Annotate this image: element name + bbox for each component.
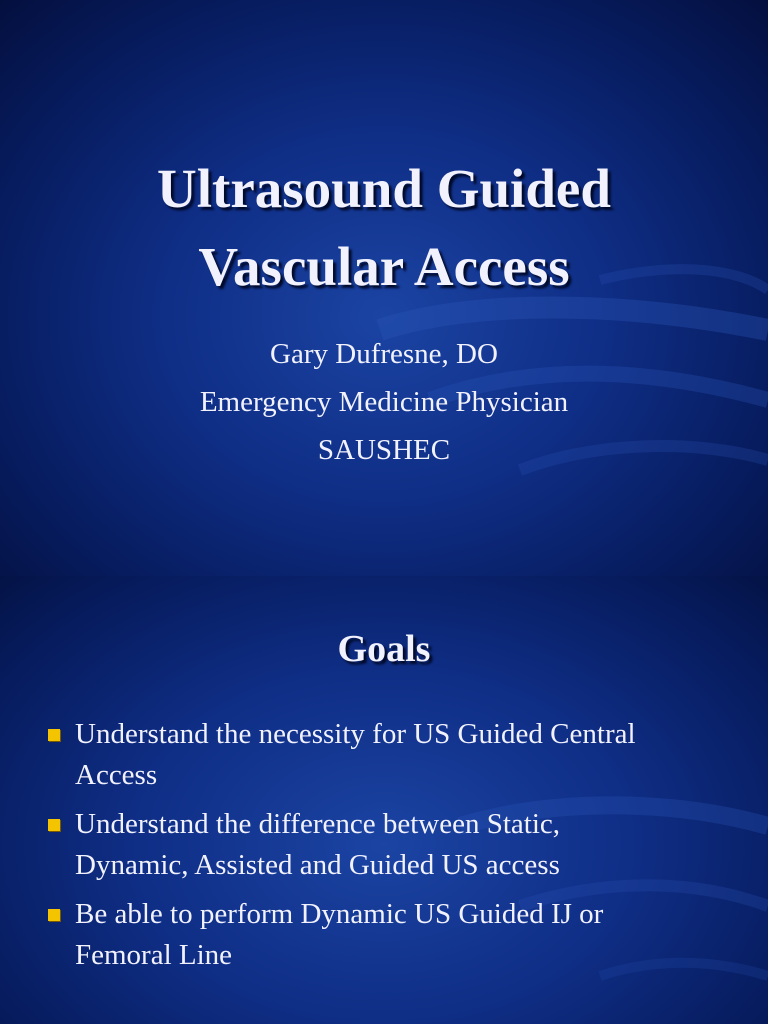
slide-title	[0, 150, 768, 306]
square-bullet-icon	[48, 729, 60, 741]
list-item	[44, 804, 734, 886]
slide-subtitle	[0, 330, 768, 474]
title-line-1: Ultrasound Guided	[157, 158, 611, 219]
title-line-2: Vascular Access	[198, 236, 570, 297]
square-bullet-icon	[48, 909, 60, 921]
goals-heading: Goals	[337, 628, 431, 670]
bullet-text-line: Access	[75, 759, 158, 791]
list-item	[44, 894, 734, 976]
bullet-text-line: Dynamic, Assisted and Guided US access	[75, 849, 560, 881]
author-name: Gary Dufresne, DO	[270, 338, 498, 370]
organization-name: SAUSHEC	[317, 434, 451, 466]
list-item	[44, 714, 734, 796]
bullet-text-line: Femoral Line	[75, 939, 233, 971]
square-bullet-icon	[48, 819, 60, 831]
bullet-text-line: Understand the necessity for US Guided Central	[75, 718, 636, 750]
goals-list	[44, 714, 734, 984]
bullet-text-line: Be able to perform Dynamic US Guided IJ or	[75, 898, 604, 930]
author-role: Emergency Medicine Physician	[199, 386, 569, 418]
bullet-text-line: Understand the difference between Static,	[75, 808, 561, 840]
